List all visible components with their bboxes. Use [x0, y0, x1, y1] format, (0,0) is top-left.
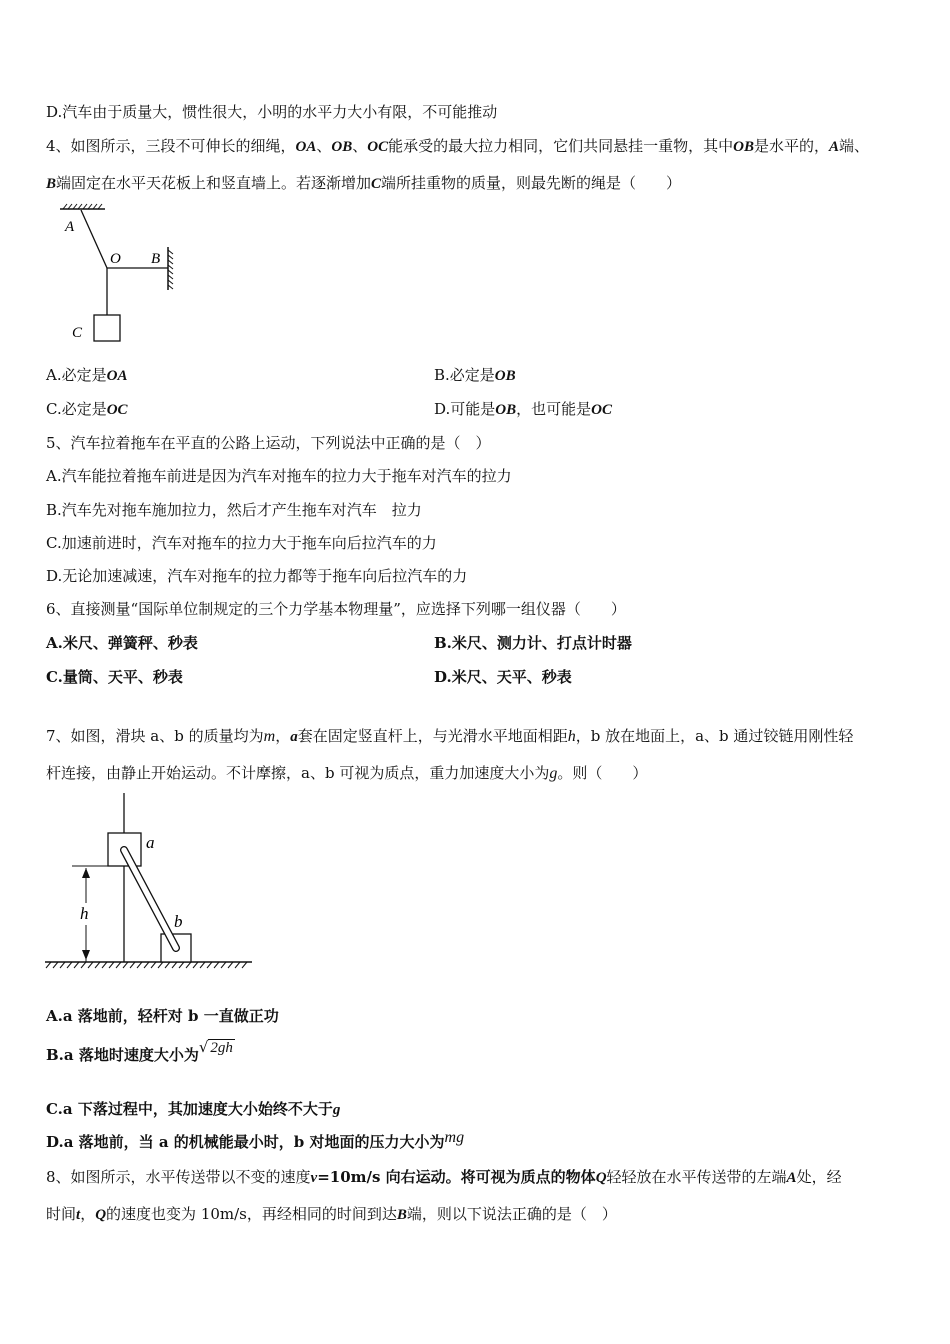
- q5-option-b: B.汽车先对拖车施加拉力，然后才产生拖车对汽车 拉力: [46, 501, 422, 519]
- q3-option-d: D.汽车由于质量大，惯性很大，小明的水平力大小有限，不可能推动: [46, 103, 498, 121]
- q7-stem-line1: 7、如图，滑块 a、b 的质量均为m，a套在固定竖直杆上，与光滑水平地面相距h，b 放在地面上，a、b 通过铰链用刚性轻: [46, 727, 854, 745]
- q6-option-a: A.米尺、弹簧秤、秒表: [46, 634, 198, 652]
- q7-option-a: A.a 落地前，轻杆对 b 一直做正功: [46, 1007, 279, 1025]
- q8-stem-line2: 时间t，Q的速度也变为 10m/s，再经相同的时间到达B端，则以下说法正确的是（ ）: [46, 1205, 617, 1223]
- q5-option-d: D.无论加速减速，汽车对拖车的拉力都等于拖车向后拉汽车的力: [46, 567, 468, 585]
- q4-stem-line2: B端固定在水平天花板上和竖直墙上。若逐渐增加C端所挂重物的质量，则最先断的绳是（ ）: [46, 174, 682, 192]
- q4-option-b: B.必定是OB: [434, 366, 516, 384]
- q4-stem-line1: 4、如图所示，三段不可伸长的细绳，OA、OB、OC能承受的最大拉力相同，它们共同悬挂一重物，其中OB是水平的，A端、: [46, 137, 870, 155]
- q6-stem: 6、直接测量“国际单位制规定的三个力学基本物理量”，应选择下列哪一组仪器（ ）: [46, 600, 626, 618]
- q5-option-c: C.加速前进时，汽车对拖车的拉力大于拖车向后拉汽车的力: [46, 534, 437, 552]
- q7-option-c: C.a 下落过程中，其加速度大小始终不大于g: [46, 1100, 341, 1118]
- q5-stem: 5、汽车拉着拖车在平直的公路上运动，下列说法中正确的是（ ）: [46, 434, 491, 452]
- q8-stem-line1: 8、如图所示，水平传送带以不变的速度v=10m/s 向右运动。将可视为质点的物体Q轻轻放在水平传送带的左端A处，经: [46, 1168, 842, 1186]
- label-b: b: [174, 912, 183, 931]
- q4-option-c: C.必定是OC: [46, 400, 128, 418]
- q7-stem-line2: 杆连接，由静止开始运动。不计摩擦，a、b 可视为质点，重力加速度大小为g。则（ ）: [46, 764, 648, 782]
- label-c: C: [72, 325, 83, 341]
- rope-oa: [81, 210, 107, 268]
- q7-slider-figure: [40, 790, 260, 975]
- q7-option-b: B.a 落地时速度大小为√ 2gh: [46, 1038, 233, 1064]
- label-b: B: [151, 251, 161, 267]
- q6-option-c: C.量筒、天平、秒表: [46, 668, 183, 686]
- q5-option-a: A.汽车能拉着拖车前进是因为汽车对拖车的拉力大于拖车对汽车的拉力: [46, 467, 512, 485]
- q6-option-b: B.米尺、测力计、打点计时器: [434, 634, 632, 652]
- q4-option-a: A.必定是OA: [46, 366, 128, 384]
- label-a: a: [146, 833, 155, 852]
- label-a: A: [65, 219, 75, 235]
- weight-c: [94, 315, 120, 341]
- rigid-rod: [124, 850, 176, 948]
- label-h: h: [80, 904, 89, 923]
- q4-option-d: D.可能是OB，也可能是OC: [434, 400, 612, 418]
- q4-rope-figure: [55, 200, 185, 350]
- q7-option-d: D.a 落地前，当 a 的机械能最小时，b 对地面的压力大小为mg: [46, 1129, 465, 1151]
- q6-option-d: D.米尺、天平、秒表: [434, 668, 572, 686]
- label-o: O: [110, 251, 121, 267]
- sqrt-expression: √ 2gh: [198, 1038, 233, 1056]
